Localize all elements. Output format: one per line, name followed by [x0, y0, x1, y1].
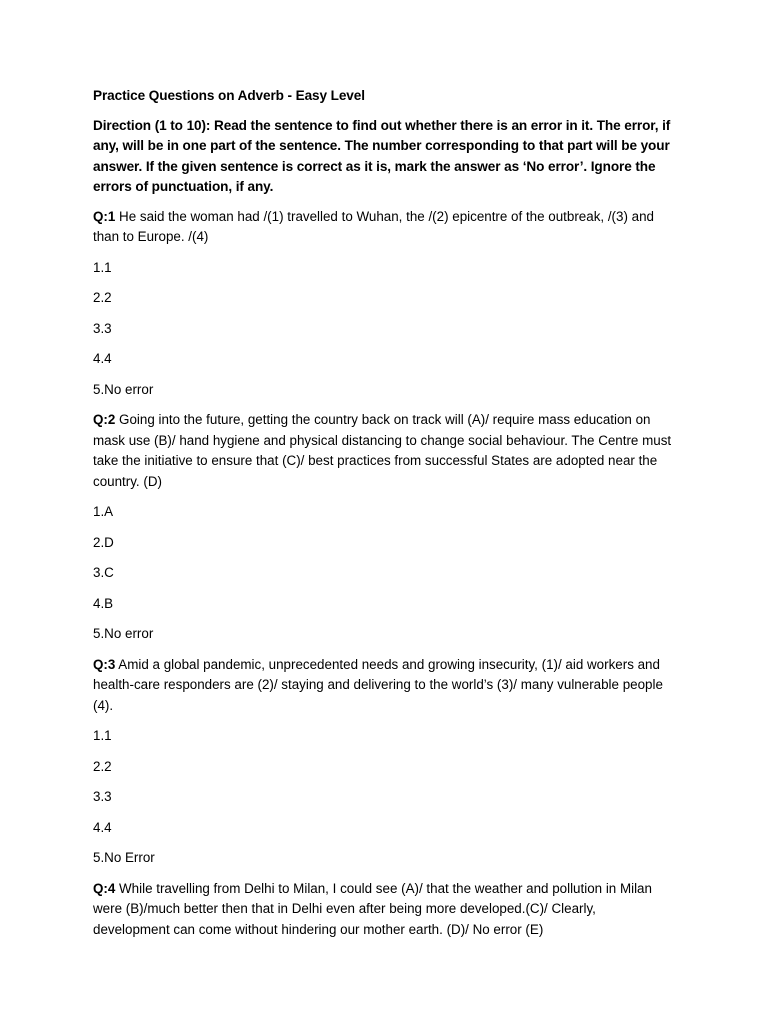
option-2-3: 3.C [93, 565, 114, 580]
question-text: While travelling from Delhi to Milan, I could see (A)/ that the weather and pollution in Milan were (B)/much better then that in Delhi even after being more developed.(C)/ Clearly, development can come without hindering our mother earth. (D)/ No error (E) [93, 880, 652, 937]
option-2-5: 5.No error [93, 626, 154, 641]
document-title: Practice Questions on Adverb - Easy Level [93, 88, 365, 103]
option-2-1: 1.A [93, 504, 114, 519]
question-text: Amid a global pandemic, unprecedented needs and growing insecurity, (1)/ aid workers and health-care responders are (2)/ staying and delivering to the world’s (3)/ many vulnerable people (4). [93, 656, 663, 713]
question-text: He said the woman had /(1) travelled to Wuhan, the /(2) epicentre of the outbreak, /(3) and than to Europe. /(4) [93, 208, 654, 244]
option-3-1: 1.1 [93, 728, 112, 743]
option-1-1: 1.1 [93, 259, 112, 275]
option-1-2: 2.2 [93, 290, 112, 305]
option-1-5: 5.No error [93, 381, 154, 397]
document-page [93, 86, 673, 950]
question-number: Q:4 [93, 880, 116, 896]
question-3 [93, 655, 673, 717]
direction-text: Direction (1 to 10): Read the sentence to find out whether there is an error in it. The error, if any, will be in one part of the sentence. The number corresponding to that part will be your answer. If the given sentence is correct as it is, mark the answer as ‘No error’. Ignore the errors of punctuation, if any. [93, 117, 671, 194]
option-3-5: 5.No Error [93, 850, 155, 865]
question-text: Going into the future, getting the country back on track will (A)/ require mass education on mask use (B)/ hand hygiene and physical distancing to change social behaviour. The Centre must take the initiative to ensure that (C)/ best practices from successful States are adopted near the country. (D) [93, 412, 672, 489]
option-2-4: 4.B [93, 595, 114, 611]
option-3-3: 3.3 [93, 789, 112, 804]
option-1-4: 4.4 [93, 351, 112, 366]
option-1-3: 3.3 [93, 320, 112, 336]
question-number: Q:2 [93, 412, 116, 427]
option-3-2: 2.2 [93, 758, 112, 774]
option-3-4: 4.4 [93, 819, 112, 835]
question-2 [93, 410, 673, 492]
option-2-2: 2.D [93, 534, 114, 550]
question-4 [93, 879, 673, 941]
question-number: Q:1 [93, 208, 116, 224]
question-1 [93, 207, 673, 248]
question-number: Q:3 [93, 656, 116, 672]
